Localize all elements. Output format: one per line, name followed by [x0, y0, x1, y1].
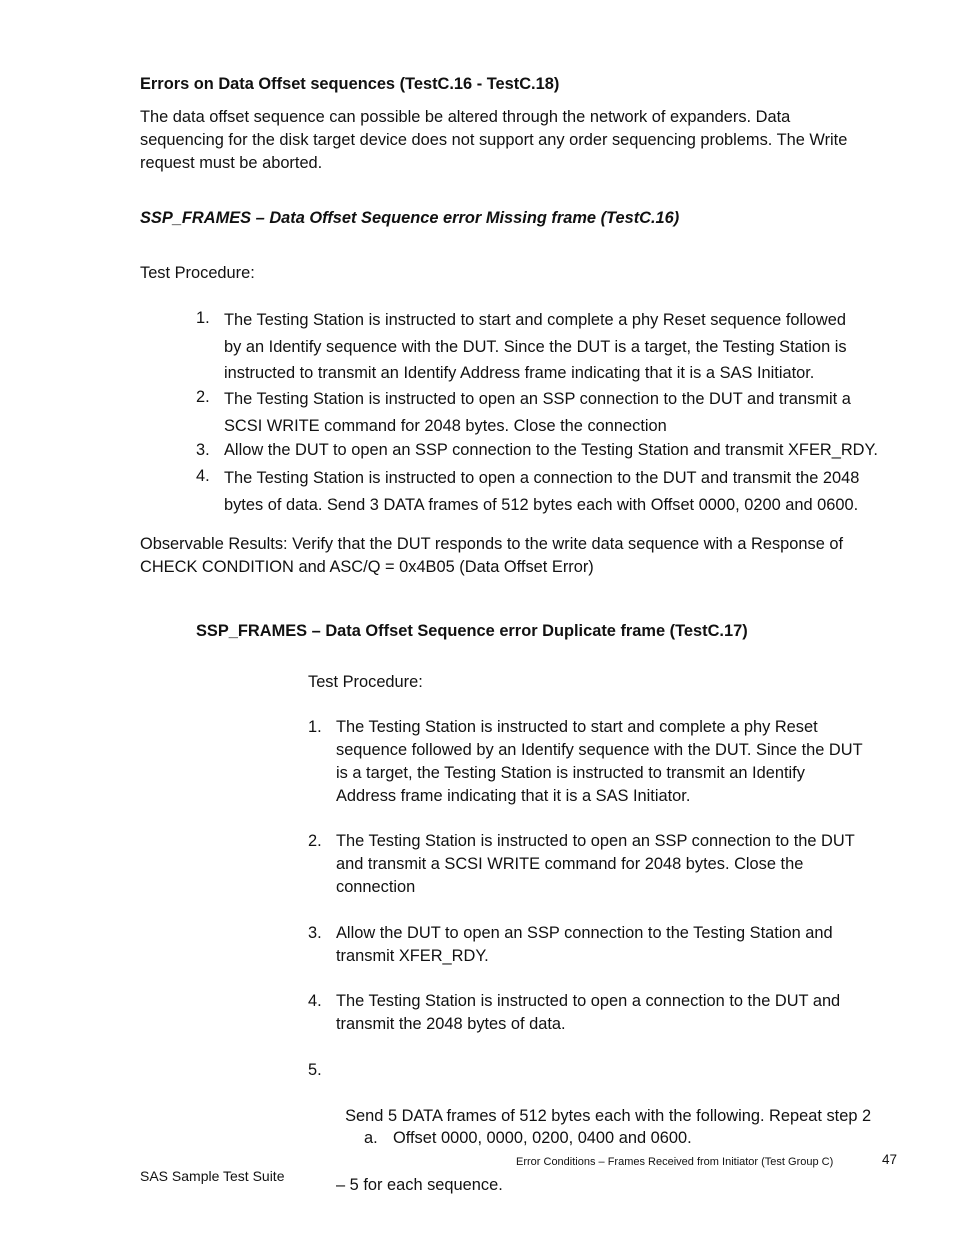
- step-number: 3.: [308, 924, 322, 942]
- step-number: 4.: [196, 467, 210, 485]
- intro-paragraph: [140, 106, 847, 175]
- footer-document-title: SAS Sample Test Suite: [140, 1168, 285, 1184]
- step-line: connection: [336, 878, 416, 896]
- step-line: – 5 for each sequence.: [336, 1176, 503, 1194]
- footer-chapter-title: Error Conditions – Frames Received from Initiator (Test Group C): [516, 1156, 834, 1168]
- step-line: bytes of data. Send 3 DATA frames of 512 bytes each with Offset 0000, 0200 and 0600.: [224, 495, 859, 514]
- step-number: 1.: [196, 309, 210, 327]
- step-number: 2.: [196, 388, 210, 406]
- test-c16-title: SSP_FRAMES – Data Offset Sequence error Missing frame (TestC.16): [140, 209, 680, 227]
- step-line: and transmit a SCSI WRITE command for 2048 bytes. Close the: [336, 855, 804, 873]
- test-c17-title: SSP_FRAMES – Data Offset Sequence error Duplicate frame (TestC.17): [196, 622, 748, 640]
- step-line: transmit the 2048 bytes of data.: [336, 1015, 566, 1033]
- step-line: The Testing Station is instructed to start and complete a phy Reset: [336, 718, 818, 736]
- step-number: 5.: [308, 1061, 322, 1079]
- intro-line: The data offset sequence can possible be altered through the network of expanders. Data: [140, 108, 791, 126]
- step-line: The Testing Station is instructed to open an SSP connection to the DUT and transmit a: [224, 390, 851, 408]
- step-number: 2.: [308, 832, 322, 850]
- step-line: instructed to transmit an Identify Address frame indicating that it is a SAS Initiator.: [224, 364, 815, 382]
- test-c17-step-4: [336, 990, 840, 1036]
- test-c17-step-2: [336, 830, 855, 899]
- step-number: 3.: [196, 441, 210, 459]
- intro-line: sequencing for the disk target device does not support any order sequencing problems. The Write: [140, 131, 848, 149]
- step-line: SCSI WRITE command for 2048 bytes. Close the connection: [224, 416, 667, 435]
- step-line: Address frame indicating that it is a SAS Initiator.: [336, 787, 691, 805]
- test-c16-observable-results: [140, 533, 843, 579]
- step-number: 4.: [308, 992, 322, 1010]
- step-line: The Testing Station is instructed to open a connection to the DUT and transmit the 2048: [224, 469, 860, 487]
- test-c17-step-3: [336, 922, 833, 968]
- step-line: The Testing Station is instructed to open a connection to the DUT and: [336, 992, 841, 1010]
- step-line: sequence followed by an Identify sequence with the DUT. Since the DUT: [336, 741, 863, 759]
- step-number: 1.: [308, 718, 322, 736]
- step-line: is a target, the Testing Station is instructed to transmit an Identify: [336, 764, 805, 782]
- step-line: by an Identify sequence with the DUT. Since the DUT is a target, the Testing Station is: [224, 337, 847, 356]
- results-line: Observable Results: Verify that the DUT responds to the write data sequence with a Response of: [140, 535, 844, 553]
- test-c17-procedure-label: Test Procedure:: [308, 673, 423, 691]
- test-c17-substep-a: Offset 0000, 0000, 0200, 0400 and 0600.: [393, 1129, 692, 1147]
- step-line: The Testing Station is instructed to open an SSP connection to the DUT: [336, 832, 855, 850]
- step-line: transmit XFER_RDY.: [336, 947, 489, 965]
- intro-line: request must be aborted.: [140, 154, 323, 172]
- test-c16-step-1: [224, 307, 847, 387]
- step-line: Allow the DUT to open an SSP connection to the Testing Station and transmit XFER_RDY.: [224, 441, 878, 459]
- test-c16-procedure-label: Test Procedure:: [140, 264, 255, 282]
- step-line: Allow the DUT to open an SSP connection to the Testing Station and: [336, 924, 833, 942]
- page-number: 47: [882, 1152, 898, 1167]
- substep-number: a.: [364, 1129, 378, 1147]
- test-c16-step-3: [224, 439, 878, 462]
- test-c16-step-2: [224, 386, 851, 439]
- step-line: Send 5 DATA frames of 512 bytes each with the following. Repeat step 2: [336, 1107, 872, 1125]
- step-line: The Testing Station is instructed to start and complete a phy Reset sequence followed: [224, 311, 846, 329]
- results-line: CHECK CONDITION and ASC/Q = 0x4B05 (Data Offset Error): [140, 558, 594, 576]
- test-c17-step-5: [336, 1059, 871, 1243]
- section-heading: Errors on Data Offset sequences (TestC.16 - TestC.18): [140, 75, 560, 93]
- test-c17-step-1: [336, 716, 863, 808]
- test-c16-step-4: [224, 465, 859, 518]
